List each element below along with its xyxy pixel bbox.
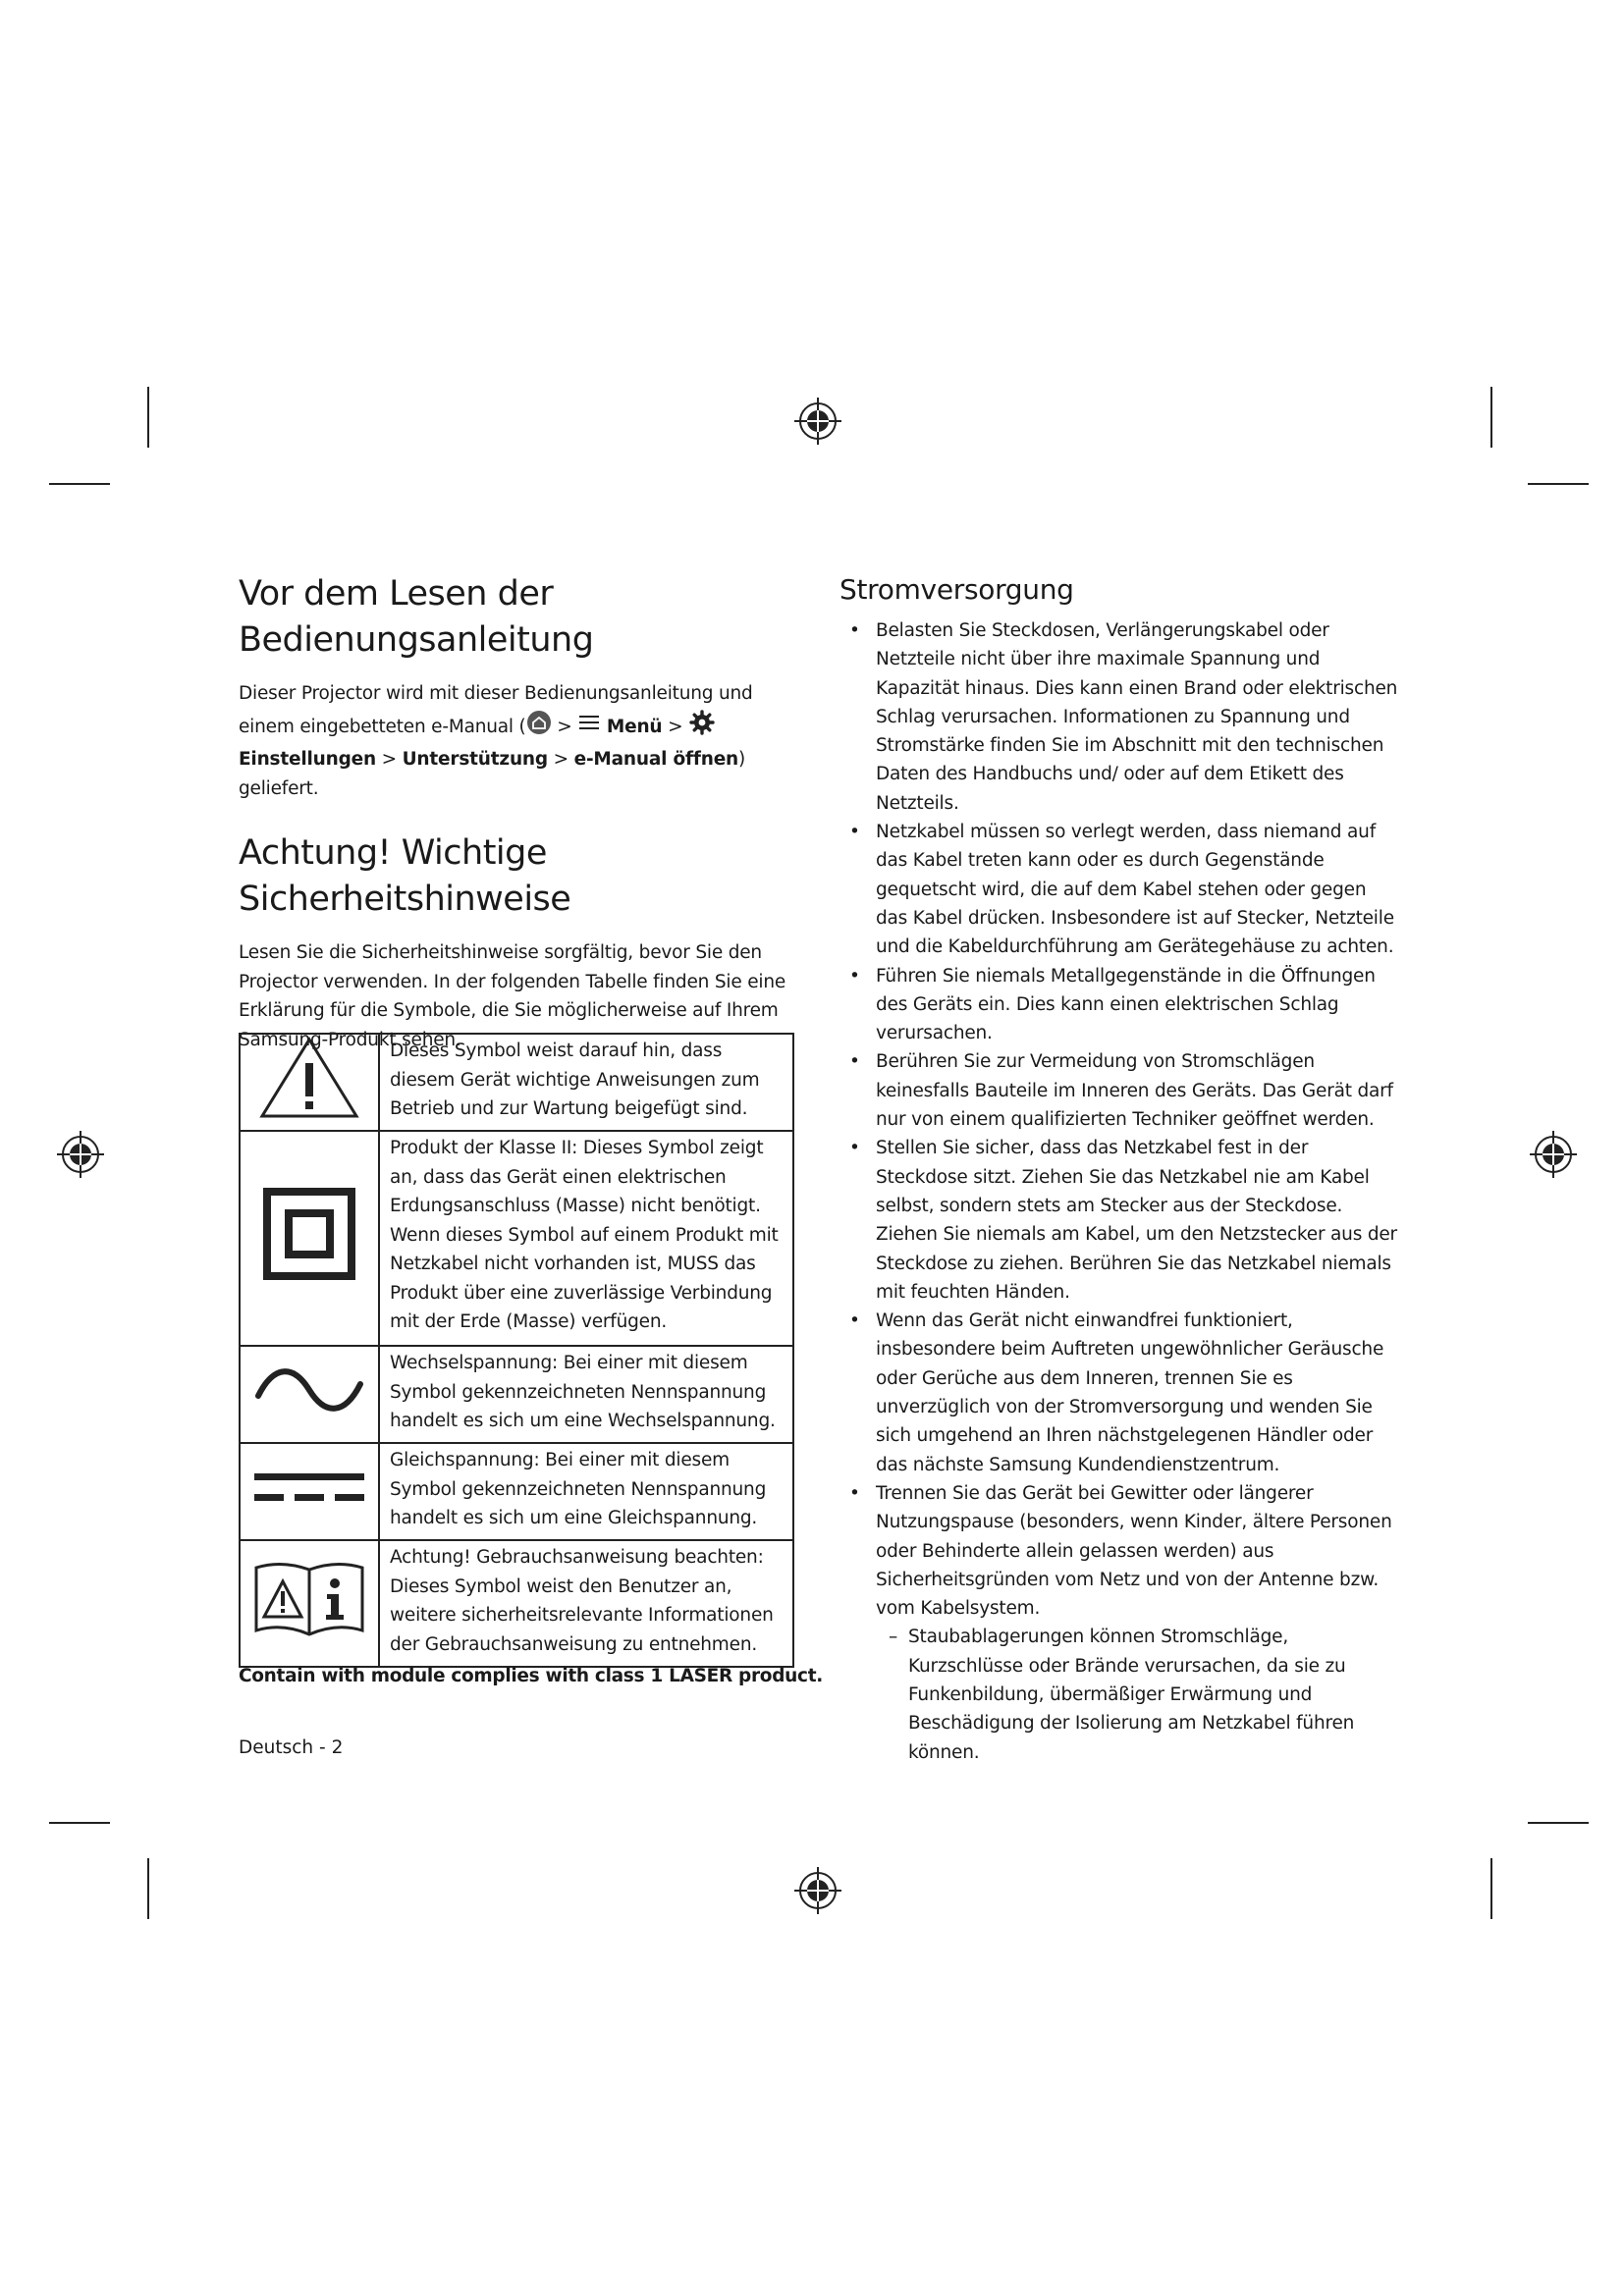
symbol-description: Achtung! Gebrauchsanweisung beachten: Dieses Symbol weist den Benutzer an, weitere sicherheitsrelevante Informationen der Gebrauchsanweisung zu entnehmen. bbox=[379, 1540, 793, 1667]
symbol-cell bbox=[240, 1540, 379, 1667]
bullet: • bbox=[849, 965, 860, 987]
dc-voltage-icon bbox=[252, 1468, 366, 1517]
intro-paragraph: Dieser Projector wird mit dieser Bedienungsanleitung und einem eingebetteten e-Manual ( > Menü > Einstellungen > Unterstützung > e-Manual öffnen) geliefert. bbox=[239, 683, 753, 799]
table-row bbox=[240, 1443, 793, 1540]
bullet: • bbox=[849, 1138, 860, 1159]
symbol-description: Wechselspannung: Bei einer mit diesem Symbol gekennzeichneten Nennspannung handelt es sich um eine Wechselspannung. bbox=[379, 1346, 793, 1443]
registration-mark-icon bbox=[792, 396, 843, 447]
symbol-description: Gleichspannung: Bei einer mit diesem Symbol gekennzeichneten Nennspannung handelt es sich um eine Gleichspannung. bbox=[379, 1443, 793, 1540]
registration-mark-icon bbox=[55, 1129, 106, 1180]
sub-note: – Staubablagerungen können Stromschläge, Kurzschlüsse oder Brände verursachen, da sie zu Funkenbildung, übermäßiger Erwärmung und Beschädigung der Isolierung am Netzkabel führen können. bbox=[839, 1623, 1399, 1766]
registration-mark-icon bbox=[792, 1865, 843, 1916]
crop-mark bbox=[147, 387, 149, 448]
laser-note: Contain with module complies with class 1 LASER product. bbox=[239, 1666, 823, 1686]
crop-mark bbox=[49, 483, 110, 485]
right-column bbox=[839, 571, 1399, 1767]
symbol-description: Produkt der Klasse II: Dieses Symbol zeigt an, dass das Gerät einen elektrischen Erdungsanschluss (Masse) nicht benötigt. Wenn dieses Symbol auf einem Produkt mit Netzkabel nicht vorhanden ist, MUSS das Produkt über eine zuverlässige Verbindung mit der Erde (Masse) verfügen. bbox=[379, 1131, 793, 1346]
home-icon bbox=[526, 710, 552, 745]
table-row bbox=[240, 1131, 793, 1346]
symbol-cell bbox=[240, 1131, 379, 1346]
list-item: • Stellen Sie sicher, dass das Netzkabel fest in der Steckdose sitzt. Ziehen Sie das Netzkabel nie am Kabel selbst, sondern stets am Stecker aus der Steckdose. Ziehen Sie niemals am Kabel, um den Netzstecker aus der Steckdose zu ziehen. Berühren Sie das Netzkabel niemals mit feuchten Händen. bbox=[839, 1134, 1399, 1307]
crop-mark bbox=[49, 1822, 110, 1824]
list-item: • Trennen Sie das Gerät bei Gewitter oder längerer Nutzungspause (besonders, wenn Kinder, ältere Personen oder Behinderte allein gelassen werden) aus Sicherheitsgründen vom Netz und von der Antenne bzw. vom Kabelsystem. bbox=[839, 1479, 1399, 1623]
table-row bbox=[240, 1540, 793, 1667]
dash: – bbox=[889, 1627, 898, 1648]
registration-mark-icon bbox=[1528, 1129, 1579, 1180]
list-item: • Wenn das Gerät nicht einwandfrei funktioniert, insbesondere beim Auftreten ungewöhnlicher Geräusche oder Gerüche aus dem Inneren, trennen Sie es unverzüglich von der Stromversorgung und wenden Sie sich umgehend an Ihren nächstgelegenen Händler oder das nächste Samsung Kundendienstzentrum. bbox=[839, 1307, 1399, 1479]
symbol-description: Dieses Symbol weist darauf hin, dass diesem Gerät wichtige Anweisungen zum Betrieb und zur Wartung beigefügt sind. bbox=[379, 1034, 793, 1131]
safety-intro-paragraph: Lesen Sie die Sicherheitshinweise sorgfältig, bevor Sie den Projector verwenden. In der folgenden Tabelle finden Sie eine Erklärung für die Symbole, die Sie möglicherweise auf Ihrem Samsung-Produkt sehen. bbox=[239, 942, 786, 1050]
gear-icon bbox=[688, 709, 716, 746]
symbol-cell bbox=[240, 1034, 379, 1131]
symbol-cell bbox=[240, 1346, 379, 1443]
bullet: • bbox=[849, 620, 860, 641]
menu-icon bbox=[577, 712, 601, 743]
crop-mark bbox=[1528, 1822, 1589, 1824]
section-title-reading: Vor dem Lesen der Bedienungsanleitung bbox=[239, 574, 594, 660]
list-item: • Berühren Sie zur Vermeidung von Stromschlägen keinesfalls Bauteile im Inneren des Geräts. Das Gerät darf nur von einem qualifizierten Techniker geöffnet werden. bbox=[839, 1047, 1399, 1134]
ac-voltage-icon bbox=[254, 1368, 364, 1421]
bullet: • bbox=[849, 1310, 860, 1332]
list-item: • Führen Sie niemals Metallgegenstände in die Öffnungen des Geräts ein. Dies kann einen elektrischen Schlag verursachen. bbox=[839, 962, 1399, 1048]
crop-mark bbox=[1528, 483, 1589, 485]
crop-mark bbox=[147, 1858, 149, 1919]
section-title-power: Stromversorgung bbox=[839, 573, 1074, 606]
page-footer: Deutsch - 2 bbox=[239, 1737, 344, 1758]
class-ii-icon bbox=[263, 1188, 355, 1290]
crop-mark bbox=[1490, 387, 1492, 448]
section-title-safety: Achtung! Wichtige Sicherheitshinweise bbox=[239, 833, 571, 919]
list-item: • Belasten Sie Steckdosen, Verlängerungskabel oder Netzteile nicht über ihre maximale Spannung und Kapazität hinaus. Dies kann einen Brand oder elektrischen Schlag verursachen. Informationen zu Spannung und Stromstärke finden Sie im Abschnitt mit den technischen Daten des Handbuchs und/ oder auf dem Etikett des Netzteils. bbox=[839, 616, 1399, 818]
read-manual-icon bbox=[252, 1558, 366, 1650]
left-column bbox=[239, 571, 803, 1054]
symbol-table bbox=[239, 1033, 794, 1668]
symbol-cell bbox=[240, 1443, 379, 1540]
warning-triangle-icon bbox=[258, 1036, 360, 1130]
bullet: • bbox=[849, 1051, 860, 1073]
power-bullet-list bbox=[839, 616, 1399, 1623]
table-row bbox=[240, 1346, 793, 1443]
table-row bbox=[240, 1034, 793, 1131]
list-item: • Netzkabel müssen so verlegt werden, dass niemand auf das Kabel treten kann oder es durch Gegenstände gequetscht wird, die auf dem Kabel stehen oder gegen das Kabel drücken. Insbesondere ist auf Stecker, Netzteile und die Kabeldurchführung am Gerätegehäuse zu achten. bbox=[839, 818, 1399, 961]
bullet: • bbox=[849, 1482, 860, 1504]
crop-mark bbox=[1490, 1858, 1492, 1919]
bullet: • bbox=[849, 822, 860, 843]
